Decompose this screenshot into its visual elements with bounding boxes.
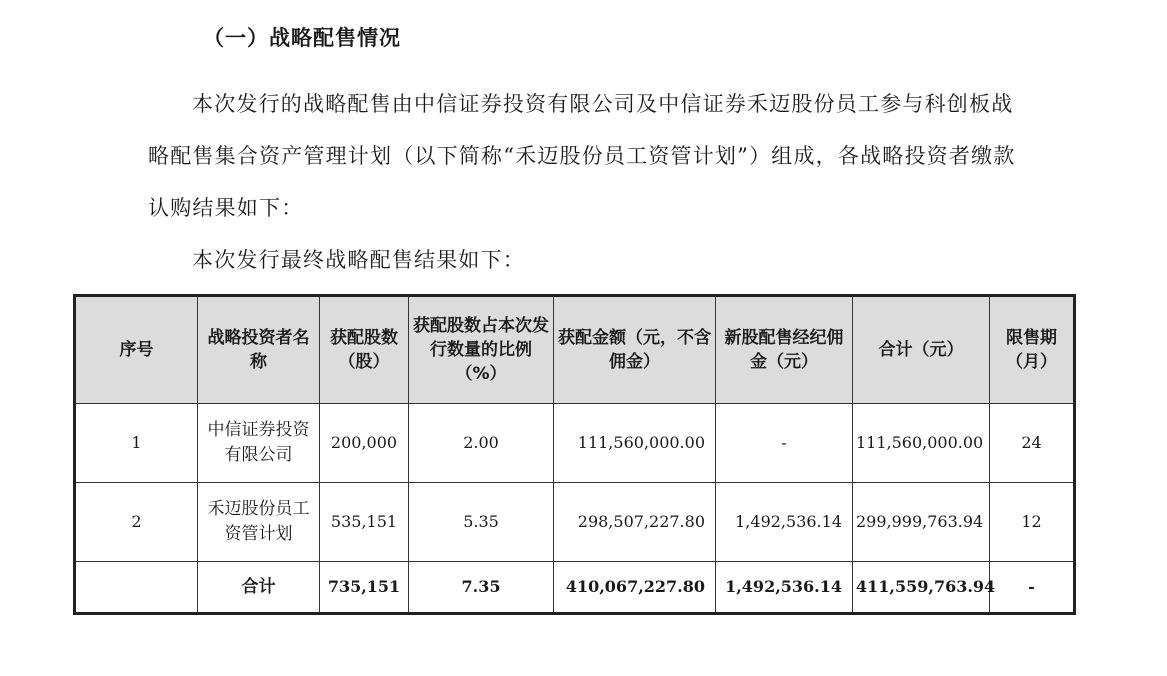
cell-amount: 298,507,227.80	[554, 483, 716, 562]
cell-amount: 410,067,227.80	[554, 562, 716, 614]
cell-no	[75, 562, 198, 614]
cell-total: 411,559,763.94	[853, 562, 990, 614]
intro-line: 本次发行最终战略配售结果如下：	[192, 248, 525, 272]
cell-shares: 200,000	[320, 404, 409, 483]
table-total-row	[75, 562, 1075, 614]
cell-ratio: 7.35	[409, 562, 554, 614]
header-amount: 获配金额（元，不含佣金）	[554, 296, 716, 404]
cell-investor-name: 禾迈股份员工资管计划	[198, 483, 320, 562]
cell-commission: -	[716, 404, 853, 483]
cell-total: 299,999,763.94	[853, 483, 990, 562]
table-row	[75, 483, 1075, 562]
section-heading: （一）战略配售情况	[203, 26, 401, 50]
cell-no: 2	[75, 483, 198, 562]
cell-lockup: 12	[990, 483, 1075, 562]
cell-amount: 111,560,000.00	[554, 404, 716, 483]
cell-ratio: 5.35	[409, 483, 554, 562]
cell-no: 1	[75, 404, 198, 483]
cell-shares: 735,151	[320, 562, 409, 614]
strategic-placement-table	[73, 294, 1076, 615]
cell-total: 111,560,000.00	[853, 404, 990, 483]
cell-investor-name: 中信证券投资有限公司	[198, 404, 320, 483]
header-shares: 获配股数（股）	[320, 296, 409, 404]
total-label: 合计	[198, 562, 320, 614]
cell-ratio: 2.00	[409, 404, 554, 483]
cell-lockup: -	[990, 562, 1075, 614]
header-total: 合计（元）	[853, 296, 990, 404]
cell-lockup: 24	[990, 404, 1075, 483]
table-header-row	[75, 296, 1075, 404]
header-lockup: 限售期（月）	[990, 296, 1075, 404]
header-no: 序号	[75, 296, 198, 404]
header-investor-name: 战略投资者名称	[198, 296, 320, 404]
header-ratio: 获配股数占本次发行数量的比例（%）	[409, 296, 554, 404]
cell-shares: 535,151	[320, 483, 409, 562]
cell-commission: 1,492,536.14	[716, 562, 853, 614]
table-row	[75, 404, 1075, 483]
description-paragraph: 本次发行的战略配售由中信证券投资有限公司及中信证券禾迈股份员工参与科创板战略配售集合资产管理计划（以下简称“禾迈股份员工资管计划”）组成，各战略投资者缴款认购结果如下：	[148, 92, 1016, 220]
header-commission: 新股配售经纪佣金（元）	[716, 296, 853, 404]
cell-commission: 1,492,536.14	[716, 483, 853, 562]
